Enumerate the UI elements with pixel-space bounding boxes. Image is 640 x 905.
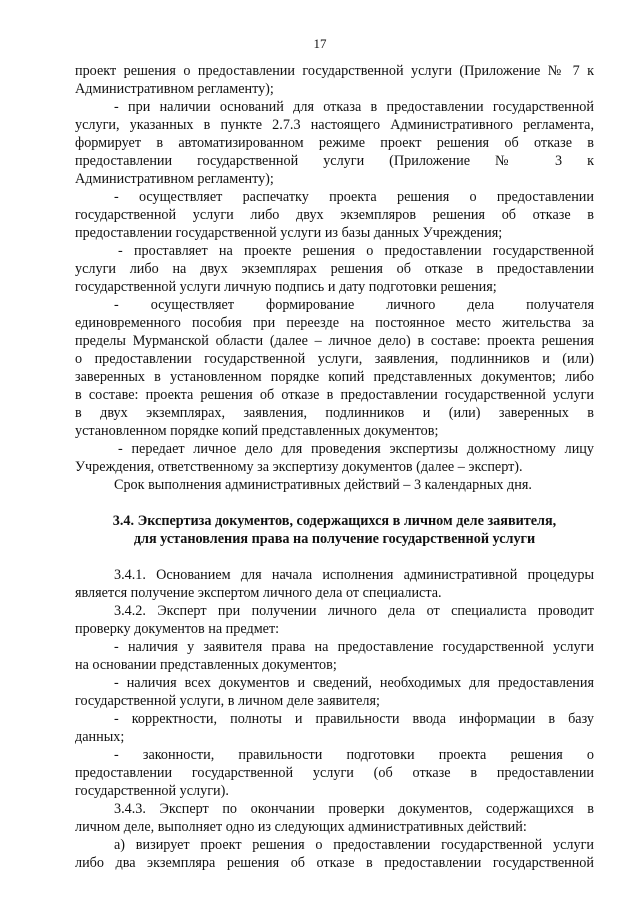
text-line: данных; (75, 729, 125, 745)
text-line: 3.4.3. Эксперт по окончании проверки документов, содержащихся в (114, 801, 594, 817)
text-line: предоставлении государственной услуги из базы данных Учреждения; (75, 225, 503, 241)
section-heading: 3.4. Экспертиза документов, содержащихся в личном деле заявителя, (112, 513, 557, 529)
text-line: в двух экземплярах, заявления, подлинников и (или) заверенных в (75, 405, 594, 421)
text-line: единовременного пособия при переезде на постоянное место жительства за (75, 315, 594, 331)
text-line: проверку документов на предмет: (75, 621, 280, 637)
text-line: предоставлении государственной услуги (Приложение № 3 к (75, 153, 594, 169)
text-line: - передает личное дело для проведения экспертизы должностному лицу (118, 441, 594, 457)
text-line: государственной услуги). (75, 783, 229, 799)
page-number: 17 (313, 36, 327, 51)
text-line: в составе: проекта решения об отказе в предоставлении государственной услуги (75, 387, 594, 403)
text-line: - проставляет на проекте решения о предоставлении государственной (118, 243, 594, 259)
text-line: государственной услуги либо двух экземпляров решения об отказе в (75, 207, 594, 223)
text-line: государственной услуги личную подпись и дату подготовки решения; (75, 279, 497, 295)
text-line: формирует в автоматизированном режиме проект решения об отказе в (75, 135, 594, 151)
text-line: Срок выполнения административных действий – 3 календарных дня. (114, 477, 532, 493)
text-line: - наличия всех документов и сведений, необходимых для предоставления (114, 675, 594, 691)
text-line: а) визирует проект решения о предоставлении государственной услуги (114, 837, 594, 853)
text-line: - законности, правильности подготовки проекта решения о (114, 747, 594, 763)
text-line: является получение экспертом личного дела от специалиста. (75, 585, 442, 601)
text-line: личном деле, выполняет одно из следующих административных действий: (75, 819, 527, 835)
section-heading: для установления права на получение государственной услуги (133, 531, 536, 547)
text-line: государственной услуги, в личном деле заявителя; (75, 693, 380, 709)
text-line: предоставлении государственной услуги (об отказе в предоставлении (75, 765, 594, 781)
text-line: услуги, указанных в пункте 2.7.3 настоящего Административного регламента, (75, 117, 594, 133)
text-line: - осуществляет распечатку проекта решения о предоставлении (114, 189, 594, 205)
text-line: пределы Мурманской области (далее – личное дело) в составе: проекта решения (75, 333, 594, 349)
text-line: 3.4.1. Основанием для начала исполнения административной процедуры (114, 567, 594, 583)
text-line: заверенных в установленном порядке копий представленных документов; либо (75, 369, 594, 385)
text-line: установленном порядке копий представленных документов; (75, 423, 439, 439)
text-line: услуги либо на двух экземплярах решения об отказе в предоставлении (75, 261, 594, 277)
text-line: - осуществляет формирование личного дела получателя (114, 297, 594, 313)
text-line: - наличия у заявителя права на предоставление государственной услуги (114, 639, 594, 655)
text-line: Административном регламенту); (75, 81, 274, 97)
text-line: на основании представленных документов; (75, 657, 337, 673)
text-line: либо два экземпляра решения об отказе в предоставлении государственной (75, 855, 594, 871)
text-line: Учреждения, ответственному за экспертизу документов (далее – эксперт). (75, 459, 523, 475)
text-line: о предоставлении государственной услуги, заявления, подлинников и (или) (75, 351, 594, 367)
text-line: - при наличии оснований для отказа в предоставлении государственной (114, 99, 594, 115)
text-line: 3.4.2. Эксперт при получении личного дела от специалиста проводит (114, 603, 594, 619)
text-line: проект решения о предоставлении государственной услуги (Приложение № 7 к (75, 63, 594, 79)
text-line: Административном регламенту); (75, 171, 274, 187)
text-line: - корректности, полноты и правильности ввода информации в базу (114, 711, 594, 727)
